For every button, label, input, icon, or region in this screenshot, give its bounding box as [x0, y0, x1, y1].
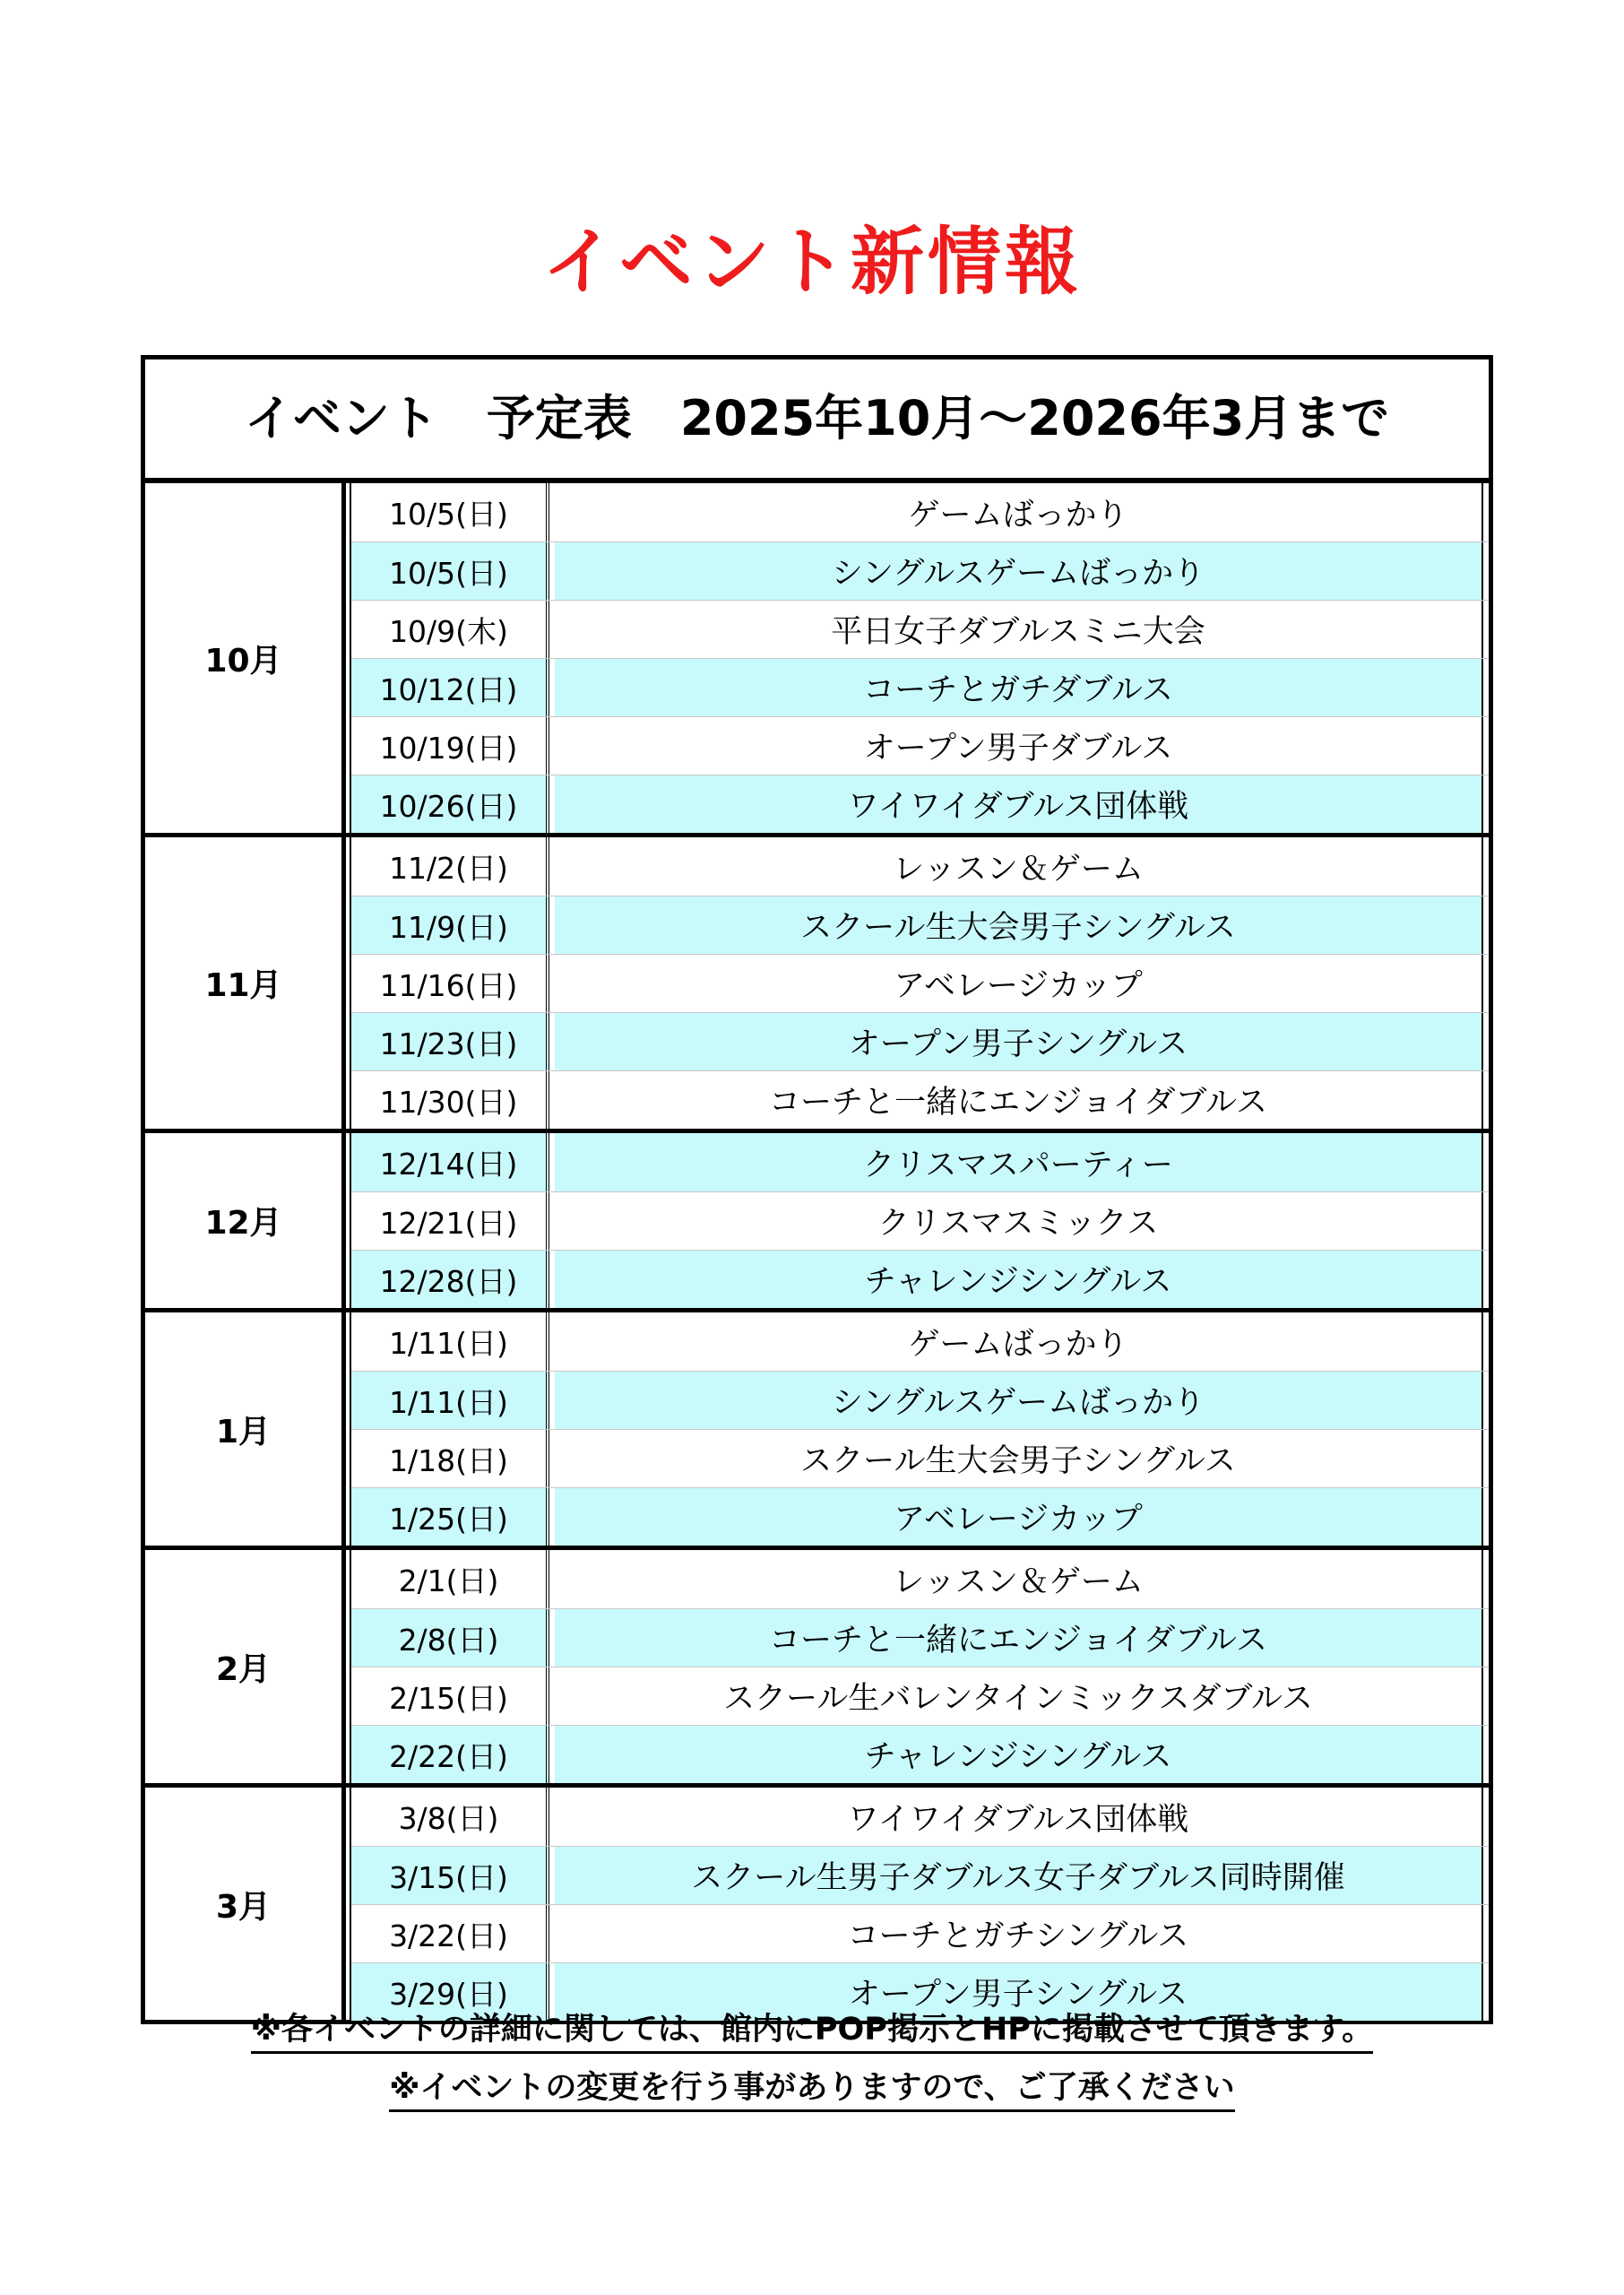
event-schedule-table [141, 355, 1493, 2024]
month-label: 12月 [145, 1133, 346, 1308]
event-date: 10/12(日) [351, 659, 549, 716]
row-right-border [1481, 1726, 1489, 1783]
row-right-border [1481, 1550, 1489, 1608]
table-row [351, 1846, 1489, 1904]
row-right-border [1481, 1609, 1489, 1667]
event-date: 3/22(日) [351, 1905, 549, 1962]
table-row [351, 1788, 1489, 1846]
event-date: 2/8(日) [351, 1609, 549, 1667]
event-date: 3/29(日) [351, 1963, 549, 2021]
row-right-border [1481, 1133, 1489, 1191]
event-date: 10/5(日) [351, 542, 549, 600]
table-row [351, 716, 1489, 775]
event-name: スクール生バレンタインミックスダブルス [723, 1681, 1313, 1717]
table-row [351, 483, 1489, 541]
table-row [351, 1487, 1489, 1546]
table-row [351, 1550, 1489, 1608]
note-details: ※各イベントの詳細に関しては、館内にPOP掲示とHPに掲載させて頂きます。 [0, 2014, 1624, 2046]
event-date: 3/15(日) [351, 1847, 549, 1904]
table-row [351, 1371, 1489, 1429]
event-name: 平日女子ダブルスミニ大会 [831, 614, 1205, 650]
month-label: 10月 [145, 483, 346, 833]
table-row [351, 600, 1489, 658]
month-group [145, 1308, 1489, 1546]
event-date: 11/30(日) [351, 1071, 549, 1129]
event-name: ワイワイダブルス団体戦 [847, 1801, 1189, 1838]
event-name: オープン男子シングルス [555, 1963, 1481, 2021]
month-label: 1月 [145, 1312, 346, 1546]
month-event-rows [350, 1550, 1489, 1783]
event-name: コーチと一緒にエンジョイダブルス [555, 1609, 1481, 1667]
table-row [351, 1667, 1489, 1725]
event-date: 12/14(日) [351, 1133, 549, 1191]
event-name: クリスマスミックス [877, 1206, 1159, 1242]
event-name: オープン男子ダブルス [863, 731, 1173, 766]
row-right-border [1481, 1430, 1489, 1487]
event-date: 1/25(日) [351, 1488, 549, 1546]
page-title: イベント新情報 [541, 220, 1082, 305]
event-date: 2/1(日) [351, 1550, 549, 1608]
event-name: アベレージカップ [894, 968, 1143, 1004]
month-label: 3月 [145, 1788, 346, 2021]
row-right-border [1481, 1847, 1489, 1904]
note-changes: ※イベントの変更を行う事がありますので、ご了承ください [0, 2073, 1624, 2104]
event-date: 10/19(日) [351, 717, 549, 775]
event-date: 2/22(日) [351, 1726, 549, 1783]
event-date: 11/9(日) [351, 896, 549, 954]
month-group [145, 833, 1489, 1129]
row-right-border [1481, 717, 1489, 775]
row-right-border [1481, 1488, 1489, 1546]
table-row [351, 658, 1489, 716]
month-group [145, 1546, 1489, 1783]
row-right-border [1481, 1071, 1489, 1129]
event-name: コーチとガチダブルス [555, 659, 1481, 716]
month-event-rows [350, 483, 1489, 833]
table-row [351, 1429, 1489, 1487]
month-group [145, 1129, 1489, 1308]
row-right-border [1481, 601, 1489, 658]
row-right-border [1481, 896, 1489, 954]
month-label: 11月 [145, 837, 346, 1129]
row-right-border [1481, 1372, 1489, 1429]
table-row [351, 1608, 1489, 1667]
row-right-border [1481, 483, 1489, 541]
event-name: シングルスゲームばっかり [555, 542, 1481, 600]
table-row [351, 1070, 1489, 1129]
event-name: クリスマスパーティー [555, 1133, 1481, 1191]
event-name: アベレージカップ [555, 1488, 1481, 1546]
event-date: 10/9(木) [351, 601, 549, 658]
event-date: 12/28(日) [351, 1251, 549, 1308]
row-right-border [1481, 1905, 1489, 1962]
event-name: チャレンジシングルス [555, 1726, 1481, 1783]
row-right-border [1481, 1667, 1489, 1725]
table-row [351, 541, 1489, 600]
month-group [145, 1783, 1489, 2021]
event-name: スクール生大会男子シングルス [800, 1443, 1236, 1479]
event-name: ゲームばっかり [908, 497, 1128, 533]
row-right-border [1481, 837, 1489, 896]
month-group [145, 483, 1489, 833]
month-event-rows [350, 1788, 1489, 2021]
event-name: オープン男子シングルス [555, 1013, 1481, 1070]
table-row [351, 1725, 1489, 1783]
event-date: 1/11(日) [351, 1372, 549, 1429]
row-right-border [1481, 1312, 1489, 1371]
event-date: 2/15(日) [351, 1667, 549, 1725]
table-header: イベント 予定表 2025年10月～2026年3月まで [145, 359, 1489, 483]
event-date: 10/26(日) [351, 775, 549, 833]
event-date: 11/2(日) [351, 837, 549, 896]
event-date: 1/18(日) [351, 1430, 549, 1487]
event-date: 10/5(日) [351, 483, 549, 541]
event-date: 11/16(日) [351, 955, 549, 1012]
table-row [351, 1250, 1489, 1308]
table-row [351, 1012, 1489, 1070]
row-right-border [1481, 955, 1489, 1012]
event-name: レッスン＆ゲーム [893, 1563, 1144, 1600]
event-name: チャレンジシングルス [555, 1251, 1481, 1308]
event-name: ゲームばっかり [908, 1326, 1128, 1363]
table-row [351, 1904, 1489, 1962]
event-name: スクール生男子ダブルス女子ダブルス同時開催 [555, 1847, 1481, 1904]
row-right-border [1481, 542, 1489, 600]
row-right-border [1481, 1963, 1489, 2021]
row-right-border [1481, 1788, 1489, 1846]
event-name: スクール生大会男子シングルス [555, 896, 1481, 954]
event-date: 1/11(日) [351, 1312, 549, 1371]
event-name: レッスン＆ゲーム [893, 851, 1144, 888]
event-date: 11/23(日) [351, 1013, 549, 1070]
table-row [351, 954, 1489, 1012]
event-date: 3/8(日) [351, 1788, 549, 1846]
row-right-border [1481, 1013, 1489, 1070]
event-name: コーチと一緒にエンジョイダブルス [769, 1085, 1267, 1121]
row-right-border [1481, 659, 1489, 716]
table-row [351, 1312, 1489, 1371]
month-event-rows [350, 1133, 1489, 1308]
table-row [351, 837, 1489, 896]
table-row [351, 896, 1489, 954]
month-event-rows [350, 1312, 1489, 1546]
month-event-rows [350, 837, 1489, 1129]
row-right-border [1481, 775, 1489, 833]
row-right-border [1481, 1192, 1489, 1250]
event-date: 12/21(日) [351, 1192, 549, 1250]
event-name: コーチとガチシングルス [847, 1918, 1189, 1954]
month-label: 2月 [145, 1550, 346, 1783]
table-row [351, 1191, 1489, 1250]
event-name: ワイワイダブルス団体戦 [555, 775, 1481, 833]
table-row [351, 1133, 1489, 1191]
event-name: シングルスゲームばっかり [555, 1372, 1481, 1429]
row-right-border [1481, 1251, 1489, 1308]
table-row [351, 775, 1489, 833]
